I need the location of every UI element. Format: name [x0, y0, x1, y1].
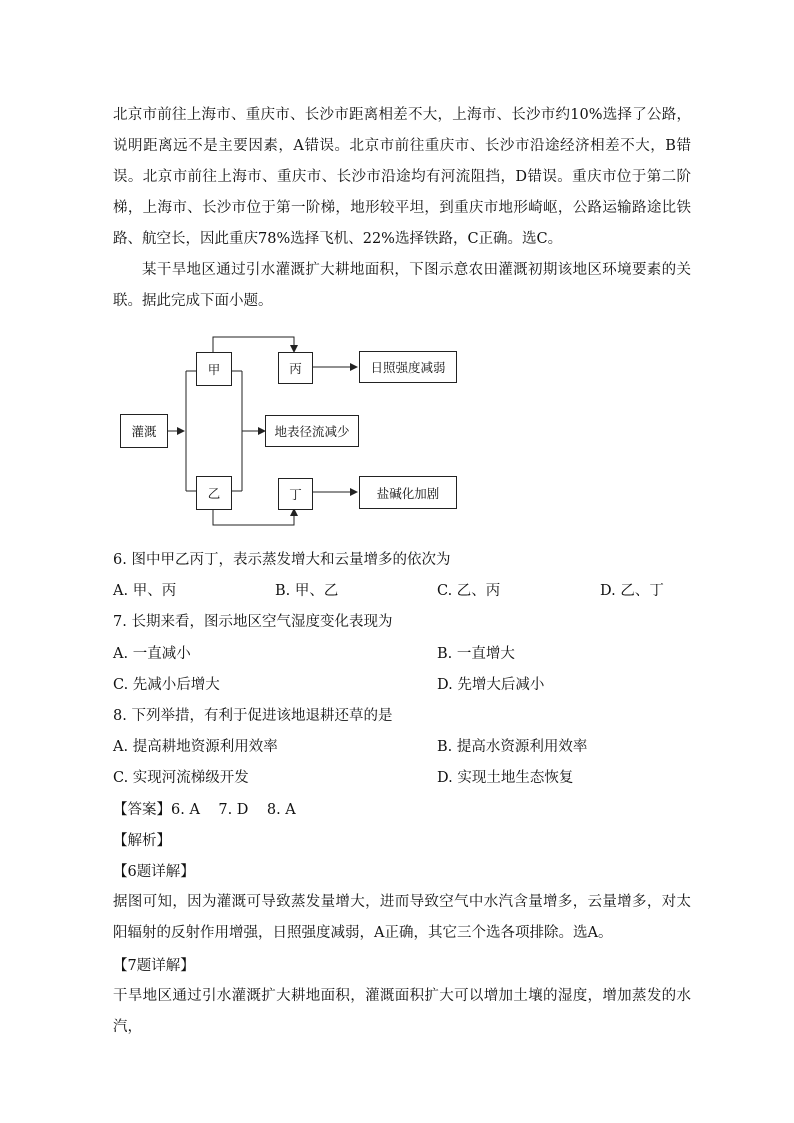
answer-line: 【答案】6. A 7. D 8. A: [113, 802, 296, 818]
question-8-option-d: D. 实现土地生态恢复: [437, 770, 574, 786]
box-salinization: 盐碱化加剧: [359, 476, 457, 509]
question-7-option-a: A. 一直减小: [113, 646, 191, 662]
box-bing: 丙: [278, 352, 313, 384]
box-jia: 甲: [196, 352, 232, 386]
question-7-option-d: D. 先增大后减小: [437, 677, 545, 693]
box-irrigation: 灌溉: [120, 414, 168, 448]
question-8-option-c: C. 实现河流梯级开发: [113, 770, 249, 786]
question-6-stem: 6. 图中甲乙丙丁，表示蒸发增大和云量增多的依次为: [113, 552, 451, 568]
arrow-yi-to-ding: [213, 509, 294, 525]
question-7-stem: 7. 长期来看，图示地区空气湿度变化表现为: [113, 614, 393, 630]
relationship-diagram: [118, 330, 463, 530]
intro-paragraph: 北京市前往上海市、重庆市、长沙市距离相差不大，上海市、长沙市约10%选择了公路，说明距离远不是主要因素，A错误。北京市前往重庆市、长沙市沿途经济相差不大，B错误。北京市前往上海市、重庆市、长沙市沿途均有河流阻挡，D错误。重庆市位于第二阶梯，上海市、长沙市位于第一阶梯，地形较平坦，到重庆市地形崎岖，公路运输路途比铁路、航空长，因此重庆78%选择飞机、22%选择铁路，C正确。选C。: [113, 107, 691, 247]
question-6-option-c: C. 乙、丙: [437, 583, 501, 599]
question-8-option-b: B. 提高水资源利用效率: [437, 739, 588, 755]
question-8-stem: 8. 下列举措，有利于促进该地退耕还草的是: [113, 708, 393, 724]
box-ding: 丁: [278, 478, 313, 510]
q6-analysis-heading: 【6题详解】: [113, 864, 195, 880]
question-6-option-a: A. 甲、丙: [113, 583, 177, 599]
q6-analysis-text: 据图可知，因为灌溉可导致蒸发量增大，进而导致空气中水汽含量增多，云量增多，对太阳辐射的反射作用增强，日照强度减弱，A正确，其它三个选各项排除。选A。: [113, 894, 691, 941]
question-6-option-d: D. 乙、丁: [600, 583, 664, 599]
question-stem-paragraph: 某干旱地区通过引水灌溉扩大耕地面积，下图示意农田灌溉初期该地区环境要素的关联。据此完成下面小题。: [113, 262, 691, 309]
q7-analysis-heading: 【7题详解】: [113, 958, 195, 974]
question-6-option-b: B. 甲、乙: [275, 583, 339, 599]
question-7-option-c: C. 先减小后增大: [113, 677, 220, 693]
question-7-option-b: B. 一直增大: [437, 646, 515, 662]
box-sunlight: 日照强度减弱: [359, 351, 457, 383]
box-runoff: 地表径流减少: [265, 415, 359, 447]
q7-analysis-text: 干旱地区通过引水灌溉扩大耕地面积，灌溉面积扩大可以增加土壤的湿度，增加蒸发的水汽，: [113, 988, 691, 1035]
box-yi: 乙: [196, 476, 232, 510]
analysis-heading: 【解析】: [113, 833, 171, 849]
question-8-option-a: A. 提高耕地资源利用效率: [113, 739, 278, 755]
arrow-jia-to-bing: [213, 337, 294, 352]
